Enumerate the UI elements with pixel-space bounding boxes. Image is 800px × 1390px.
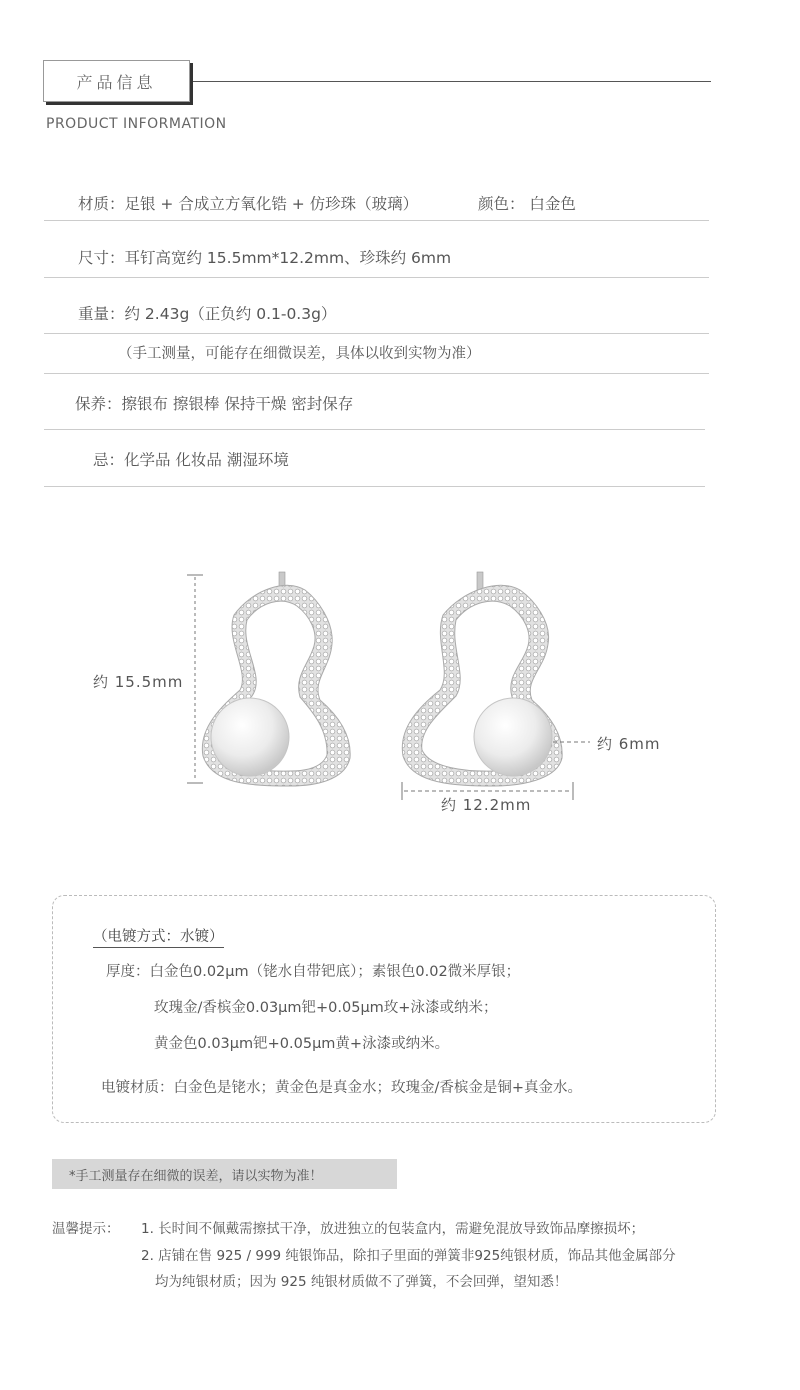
- spec-care: 保养：擦银布 擦银棒 保持干燥 密封保存: [75, 395, 354, 413]
- plating-thickness-3: 黄金色0.03μm钯+0.05μm黄+泳漆或纳米。: [154, 1036, 450, 1052]
- measurement-notice-text: *手工测量存在细微的误差，请以实物为准！: [69, 1168, 323, 1184]
- plating-heading: （电镀方式：水镀）: [93, 925, 224, 948]
- title-divider: [193, 81, 711, 82]
- spec-material: 材质：足银 + 合成立方氧化锆 + 仿珍珠（玻璃）: [78, 195, 419, 213]
- plating-thickness-1: 厚度：白金色0.02μm（铑水自带钯底）；素银色0.02微米厚银；: [106, 964, 521, 980]
- spec-divider: [44, 277, 709, 278]
- earring-right: [402, 572, 562, 786]
- tip-line-1: 1. 长时间不佩戴需擦拭干净，放进独立的包装盒内，需避免混放导致饰品摩擦损坏；: [141, 1221, 645, 1237]
- earring-left: [202, 572, 350, 786]
- spec-divider: [44, 333, 709, 334]
- spec-divider: [44, 429, 705, 430]
- spec-divider: [44, 220, 709, 221]
- spec-weight-note: （手工测量，可能存在细微误差，具体以收到实物为准）: [118, 346, 481, 362]
- pearl-size-label: 约 6mm: [597, 735, 661, 753]
- spec-divider: [44, 486, 705, 487]
- height-dimension: [187, 575, 203, 783]
- height-label: 约 15.5mm: [93, 673, 184, 691]
- spec-size: 尺寸：耳钉高宽约 15.5mm*12.2mm、珍珠约 6mm: [78, 249, 452, 267]
- section-title-text: 产品信息: [76, 72, 157, 92]
- section-title: [43, 60, 190, 102]
- measurement-notice: [52, 1159, 397, 1189]
- spec-color: 颜色： 白金色: [478, 195, 576, 213]
- tips-label: 温馨提示：: [52, 1221, 120, 1237]
- section-subtitle: PRODUCT INFORMATION: [46, 116, 227, 132]
- plating-thickness-2: 玫瑰金/香槟金0.03μm钯+0.05μm玫+泳漆或纳米；: [154, 1000, 498, 1016]
- tip-line-2: 2. 店铺在售 925 / 999 纯银饰品，除扣子里面的弹簧非925纯银材质，饰品其他金属部分: [141, 1248, 676, 1264]
- tip-line-3: 均为纯银材质；因为 925 纯银材质做不了弹簧，不会回弹，望知悉！: [155, 1274, 568, 1290]
- width-label: 约 12.2mm: [441, 796, 532, 814]
- plating-material: 电镀材质：白金色是铑水；黄金色是真金水；玫瑰金/香槟金是铜+真金水。: [101, 1080, 583, 1096]
- spec-avoid: 忌：化学品 化妆品 潮湿环境: [93, 451, 289, 469]
- spec-weight: 重量：约 2.43g（正负约 0.1-0.3g）: [78, 305, 337, 323]
- spec-divider: [44, 373, 709, 374]
